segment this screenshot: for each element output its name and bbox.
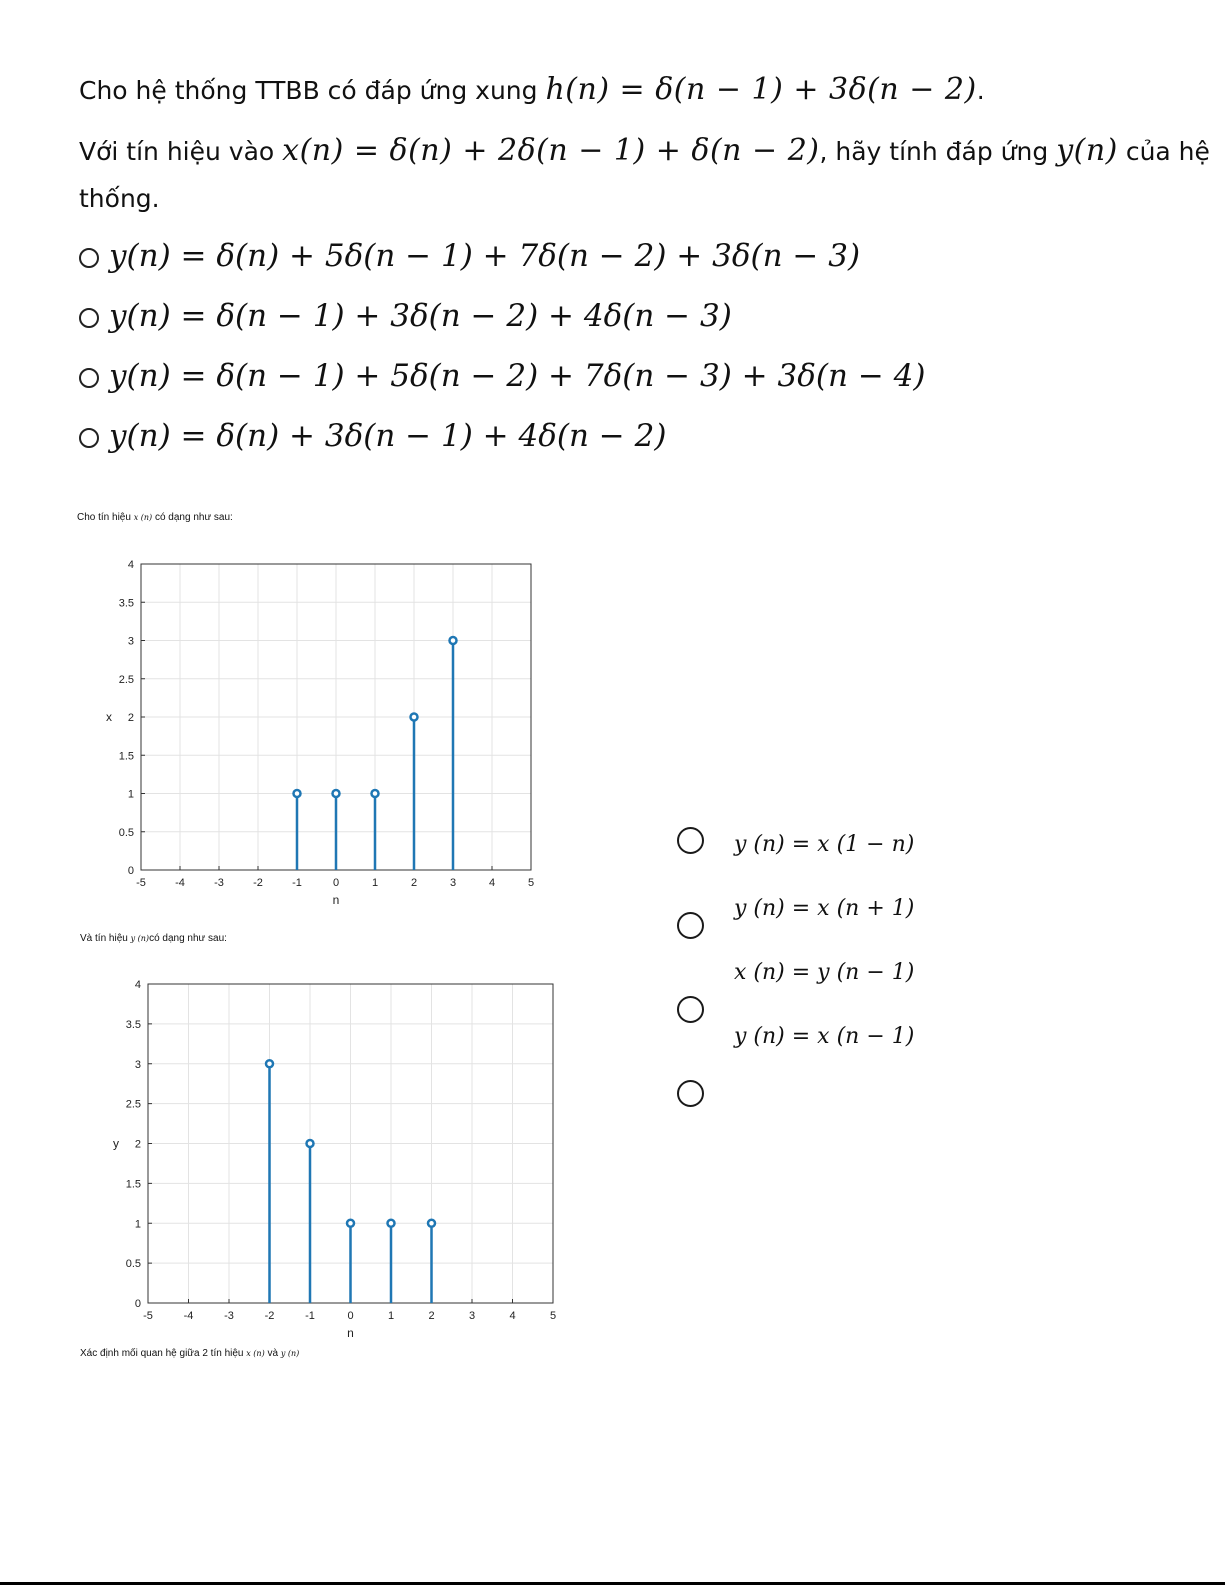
- y-tick-label: 0.5: [118, 826, 134, 839]
- q1-option-label: y(n) = δ(n) + 5δ(n − 1) + 7δ(n − 2) + 3δ(n − 3): [109, 238, 861, 274]
- caption-text: có dạng như sau:: [149, 933, 227, 944]
- x-tick-label: -3: [224, 1310, 234, 1322]
- stem-marker: [347, 1220, 354, 1227]
- q2-radio-1-icon[interactable]: [677, 827, 704, 854]
- q1-option-label: y(n) = δ(n − 1) + 3δ(n − 2) + 4δ(n − 3): [109, 298, 732, 334]
- x-tick-label: 5: [549, 1310, 557, 1322]
- stem-marker: [411, 714, 418, 721]
- y-tick-label: 3: [127, 635, 134, 648]
- q2-radio-4-icon[interactable]: [677, 1080, 704, 1107]
- q1-option-2[interactable]: [79, 298, 732, 334]
- caption-math: x (n): [133, 513, 153, 522]
- q1-statement-line2: [79, 134, 1210, 169]
- x-tick-label: 0: [347, 1310, 354, 1322]
- x-tick-label: 1: [371, 877, 379, 889]
- chart-y-signal: [100, 972, 575, 1342]
- stem-marker: [307, 1140, 314, 1147]
- caption-text: Xác định mối quan hệ giữa 2 tín hiệu: [80, 1348, 247, 1359]
- y-tick-label: 1.5: [118, 750, 134, 763]
- x-axis-label: n: [347, 1326, 354, 1340]
- y-tick-label: 1.5: [125, 1178, 141, 1191]
- q1-text-end: .: [976, 76, 985, 105]
- x-tick-label: 4: [509, 1310, 516, 1322]
- q1-option-1[interactable]: [79, 238, 860, 274]
- y-tick-label: 3: [134, 1058, 141, 1071]
- q1-option-label: y(n) = δ(n) + 3δ(n − 1) + 4δ(n − 2): [109, 418, 667, 454]
- q1-option-4[interactable]: [79, 418, 666, 454]
- x-tick-label: -4: [175, 877, 185, 889]
- q1-text-c: của hệ: [1117, 137, 1210, 166]
- radio-icon[interactable]: [79, 308, 99, 328]
- q1-option-3[interactable]: [79, 358, 925, 394]
- q1-math-input: x(n) = δ(n) + 2δ(n − 1) + δ(n − 2): [282, 133, 820, 168]
- y-tick-label: 2: [127, 712, 134, 724]
- x-axis-label: n: [332, 893, 340, 907]
- stem-marker: [266, 1060, 273, 1067]
- q1-math-impulse-response: h(n) = δ(n − 1) + 3δ(n − 2): [545, 72, 977, 107]
- stem-marker: [428, 1220, 435, 1227]
- q2-option-label-4[interactable]: y (n) = x (n − 1): [734, 1024, 915, 1049]
- x-tick-label: 5: [527, 877, 535, 889]
- stem-marker: [294, 790, 301, 797]
- y-tick-label: 1: [127, 788, 134, 801]
- x-tick-label: -3: [214, 877, 224, 889]
- q1-text: Cho hệ thống TTBB có đáp ứng xung: [79, 76, 546, 105]
- q1-statement-line3: [79, 182, 160, 216]
- caption-text: Cho tín hiệu: [77, 512, 134, 523]
- x-tick-label: -5: [143, 1310, 153, 1322]
- stem-marker: [388, 1220, 395, 1227]
- q2-radio-2-icon[interactable]: [677, 912, 704, 939]
- radio-icon[interactable]: [79, 248, 99, 268]
- q1-text-b: , hãy tính đáp ứng: [819, 137, 1057, 166]
- q2-option-label-3[interactable]: x (n) = y (n − 1): [734, 960, 915, 985]
- y-tick-label: 2.5: [118, 673, 134, 686]
- q1-statement-line1: [79, 73, 985, 108]
- q2-option-label-2[interactable]: y (n) = x (n + 1): [734, 896, 915, 921]
- y-tick-label: 2: [134, 1138, 141, 1151]
- caption-text: và: [264, 1348, 281, 1359]
- q2-radio-3-icon[interactable]: [677, 996, 704, 1023]
- y-axis-label: x: [106, 710, 112, 724]
- stem-marker: [372, 790, 379, 797]
- x-tick-label: -1: [292, 877, 302, 889]
- x-tick-label: -4: [183, 1310, 194, 1322]
- caption-text: Và tín hiệu: [80, 933, 131, 944]
- q2-caption-y: [80, 933, 227, 944]
- y-tick-label: 0: [134, 1298, 141, 1310]
- y-tick-label: 3.5: [125, 1018, 141, 1031]
- q1-math-output: y(n): [1056, 133, 1118, 168]
- q2-caption-x: [77, 512, 233, 523]
- q2-option-label-1[interactable]: y (n) = x (1 − n): [734, 832, 915, 857]
- x-tick-label: -2: [264, 1310, 275, 1322]
- caption-math: x (n): [246, 1349, 265, 1358]
- x-tick-label: 1: [387, 1310, 395, 1322]
- caption-math: y (n): [280, 1349, 300, 1358]
- x-tick-label: 4: [488, 877, 496, 889]
- q1-option-label: y(n) = δ(n − 1) + 5δ(n − 2) + 7δ(n − 3) + 3δ(n − 4): [109, 358, 926, 394]
- caption-math: y (n): [130, 934, 150, 943]
- y-tick-label: 2.5: [125, 1098, 141, 1111]
- stem-marker: [333, 790, 340, 797]
- y-tick-label: 4: [127, 559, 134, 571]
- q1-text-a: Với tín hiệu vào: [79, 137, 283, 166]
- y-tick-label: 0: [127, 865, 134, 877]
- caption-text: có dạng như sau:: [152, 512, 233, 523]
- x-tick-label: 2: [428, 1310, 435, 1322]
- q2-caption-question: [80, 1348, 299, 1359]
- x-tick-label: 2: [410, 877, 418, 889]
- x-tick-label: -2: [253, 877, 263, 889]
- y-tick-label: 4: [134, 979, 141, 991]
- y-tick-label: 0.5: [125, 1258, 141, 1271]
- y-tick-label: 1: [134, 1218, 141, 1231]
- x-tick-label: 3: [468, 1310, 476, 1322]
- y-axis-label: y: [113, 1136, 119, 1151]
- chart-x-signal: [95, 550, 555, 910]
- x-tick-label: -1: [305, 1310, 315, 1322]
- radio-icon[interactable]: [79, 428, 99, 448]
- x-tick-label: 3: [449, 877, 457, 889]
- y-tick-label: 3.5: [118, 597, 134, 610]
- x-tick-label: -5: [136, 877, 146, 889]
- radio-icon[interactable]: [79, 368, 99, 388]
- stem-marker: [450, 637, 457, 644]
- q1-text-line3: thống.: [79, 184, 160, 213]
- x-tick-label: 0: [332, 877, 340, 889]
